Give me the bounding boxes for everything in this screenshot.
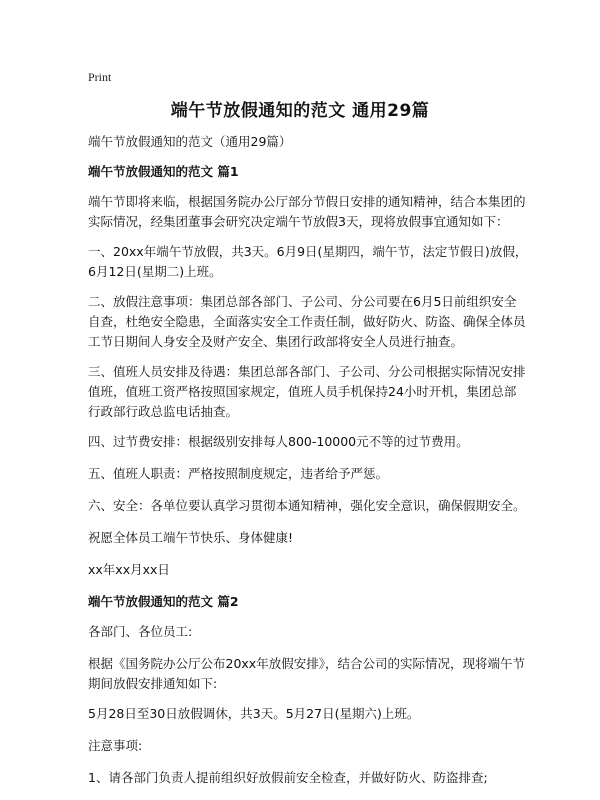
paragraph: 根据《国务院办公厅公布20xx年放假安排》，结合公司的实际情况，现将端午节期间放假安排通知如下: — [88, 656, 525, 691]
paragraph: 四、过节费安排：根据级别安排每人800-10000元不等的过节费用。 — [88, 434, 469, 449]
paragraph: 三、值班人员安排及待遇：集团总部各部门、子公司、分公司根据实际情况安排值班，值班工资严格按照国家规定，值班人员手机保持24小时开机，集团总部行政部行政总监电话抽查。 — [88, 364, 526, 419]
document-title: 端午节放假通知的范文 通用29篇 — [170, 101, 430, 121]
paragraph: 5月28日至30日放假调休，共3天。5月27日(星期六)上班。 — [88, 706, 420, 721]
paragraph: 一、20xx年端午节放假，共3天。6月9日(星期四，端午节，法定节假日)放假，6月12日(星期二)上班。 — [88, 244, 528, 279]
paragraph: 各部门、各位员工: — [88, 624, 193, 639]
paragraph: 祝愿全体员工端午节快乐、身体健康! — [88, 530, 294, 545]
paragraph: 注意事项: — [88, 738, 143, 753]
document-body — [88, 132, 528, 800]
paragraph: 1、请各部门负责人提前组织好放假前安全检查，并做好防火、防盗排查; — [88, 770, 488, 785]
print-label[interactable]: Print — [88, 70, 112, 84]
document-subtitle: 端午节放假通知的范文（通用29篇） — [88, 134, 292, 149]
paragraph: 六、安全：各单位要认真学习贯彻本通知精神，强化安全意识，确保假期安全。 — [88, 498, 526, 513]
date-line: xx年xx月xx日 — [88, 562, 170, 577]
paragraph: 端午节即将来临，根据国务院办公厅部分节假日安排的通知精神，结合本集团的实际情况，经集团董事会研究决定端午节放假3天，现将放假事宜通知如下： — [88, 194, 526, 229]
section-heading: 端午节放假通知的范文 篇1 — [88, 164, 239, 179]
section-heading: 端午节放假通知的范文 篇2 — [88, 594, 239, 609]
paragraph: 五、值班人职责：严格按照制度规定，违者给予严惩。 — [88, 466, 389, 481]
paragraph: 二、放假注意事项：集团总部各部门、子公司、分公司要在6月5日前组织安全自查，杜绝安全隐患，全面落实安全工作责任制，做好防火、防盗、确保全体员工节日期间人身安全及财产安全、集团行政部将安全人员进行抽查。 — [88, 294, 526, 349]
